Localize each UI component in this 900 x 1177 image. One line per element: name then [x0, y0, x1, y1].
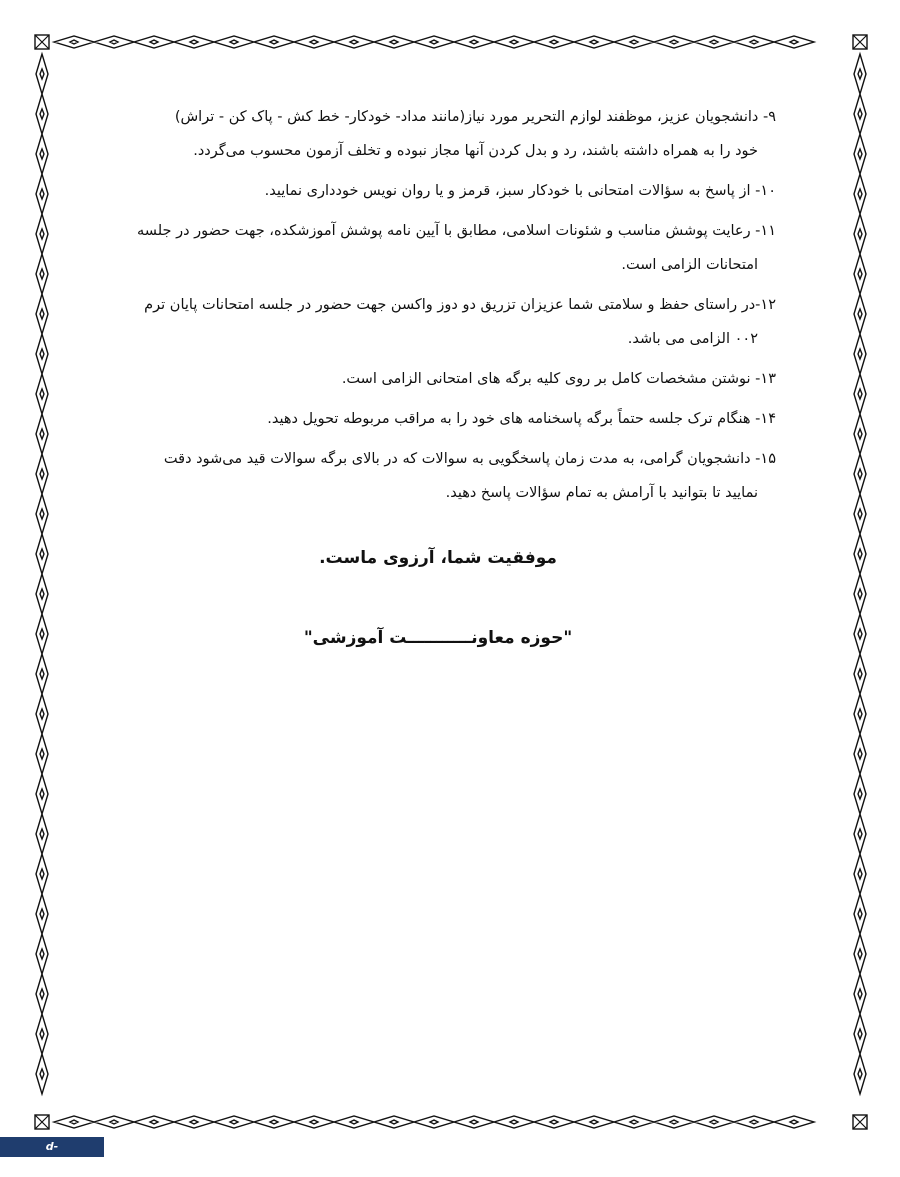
rule-continuation: امتحانات الزامی است. [621, 257, 758, 273]
rule-text: ۱۴- هنگام ترک جلسه حتماً برگه پاسخنامه های خود را به مراقب مربوطه تحویل دهید. [267, 411, 776, 427]
closing-wish: موفقیت شما، آرزوی ماست. [319, 548, 557, 568]
rule-continuation: نمایید تا بتوانید با آرامش به تمام سؤالات پاسخ دهید. [445, 485, 758, 501]
rule-text: ۱۳- نوشتن مشخصات کامل بر روی کلیه برگه های امتحانی الزامی است. [341, 371, 776, 387]
rule-item [100, 362, 776, 396]
rule-text: ۱۰- از پاسخ به سؤالات امتحانی با خودکار سبز، قرمز و یا روان نویس خودداری نمایید. [264, 183, 776, 199]
rule-text: ۱۲-در راستای حفظ و سلامتی شما عزیزان تزریق دو دوز واکسن جهت حضور در جلسه امتحانات پایان ترم [144, 297, 776, 313]
rule-item [100, 214, 776, 282]
rule-continuation: خود را به همراه داشته باشند، رد و بدل کردن آنها مجاز نبوده و تخلف آزمون محسوب می‌گردد. [193, 143, 758, 159]
rule-continuation: ۰۰۲ الزامی می باشد. [627, 331, 758, 347]
rules-list [100, 100, 776, 516]
rule-item [100, 288, 776, 356]
rule-item [100, 174, 776, 208]
site-watermark: d-babol.nus.ac.ir [0, 1137, 104, 1157]
rule-item [100, 402, 776, 436]
rule-text: ۱۱- رعایت پوشش مناسب و شئونات اسلامی، مطابق با آیین نامه پوشش آموزشکده، جهت حضور در جلسه [137, 223, 776, 239]
rule-text: ۱۵- دانشجویان گرامی، به مدت زمان پاسخگویی به سوالات که در بالای برگه سوالات قید می‌شود دقت [163, 451, 776, 467]
rule-item [100, 100, 776, 168]
rule-item [100, 442, 776, 510]
rule-text: ۹- دانشجویان عزیز، موظفند لوازم التحریر مورد نیاز(مانند مداد- خودکار- خط کش - پاک کن - تراش) [174, 109, 776, 125]
signature: "حوزه معاونـــــــــــت آموزشی" [303, 628, 573, 648]
